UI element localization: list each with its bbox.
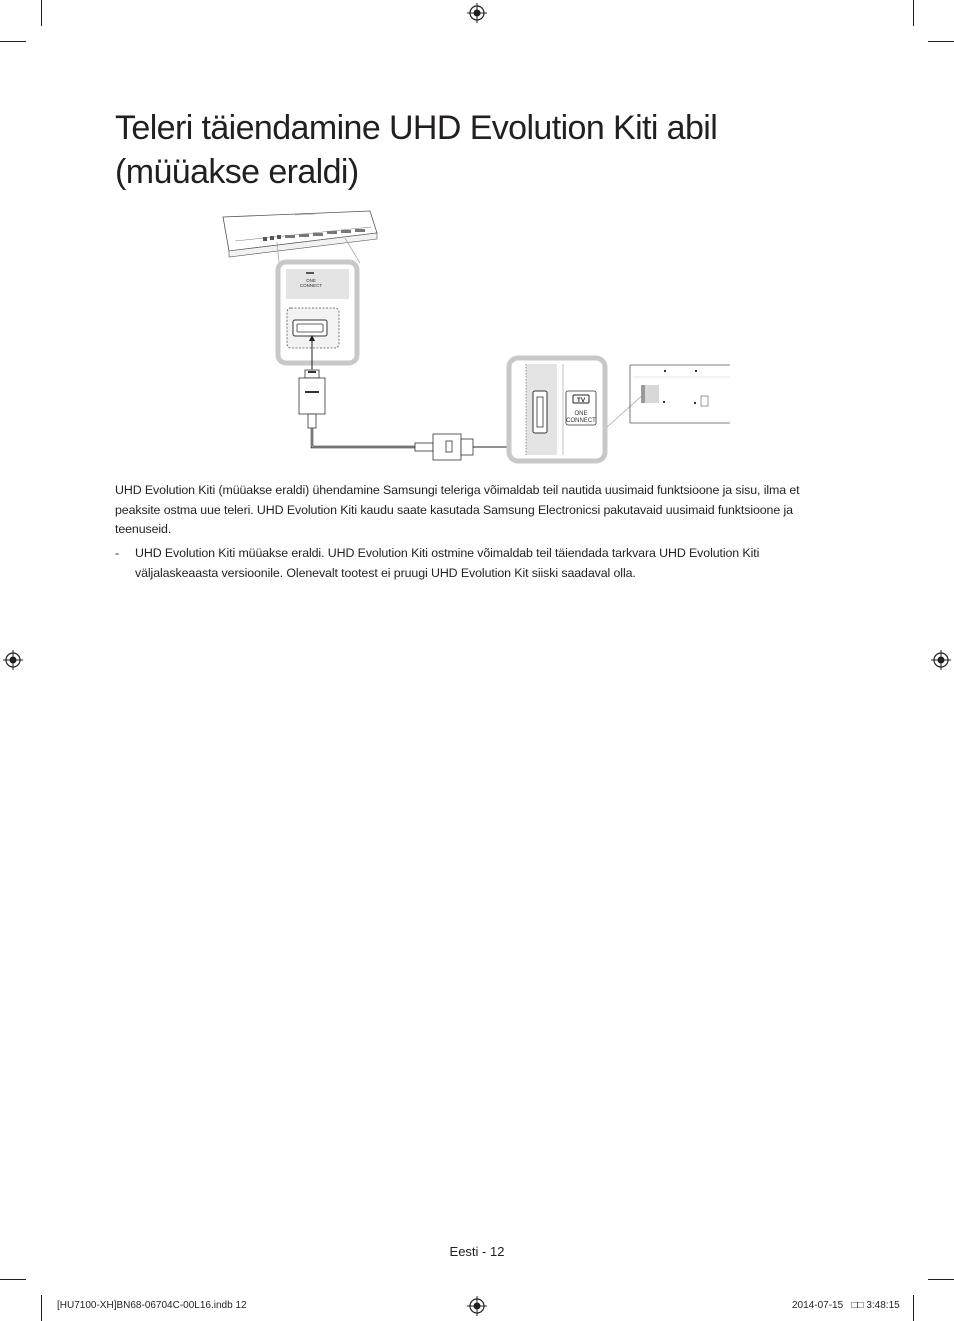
crop-mark [913, 0, 914, 26]
kit-port-label: ONE [306, 278, 316, 283]
tv-port-callout [509, 358, 605, 461]
cable-connector [299, 370, 325, 428]
crop-mark [41, 1295, 42, 1321]
registration-mark-icon [467, 1296, 487, 1316]
connection-diagram [215, 205, 735, 467]
intro-paragraph: UHD Evolution Kiti (müüakse eraldi) ühendamine Samsungi teleriga võimaldab teil nautida uusimaid funktsioone ja sisu, ilma et peaksite ostma uue teleri. UHD Evolution Kiti kaudu saate kasutada Samsung Electronicsi pakutavaid uusimaid funktsioone ja teenuseid. [115, 483, 800, 536]
note-text: UHD Evolution Kiti müüakse eraldi. UHD Evolution Kiti ostmine võimaldab teil täiendada tarkvara UHD Evolution Kiti väljalaskeaasta versioonile. Olenevalt tootest ei pruugi UHD Evolution Kit siiski saadaval olla. [135, 546, 760, 580]
tv-port-label: CONNECT [566, 418, 596, 424]
kit-port-callout [278, 262, 357, 363]
print-slug-right: 2014-07-15 □□ 3:48:15 [792, 1300, 900, 1311]
crop-mark [928, 1279, 954, 1280]
crop-mark [928, 41, 954, 42]
crop-mark [913, 1295, 914, 1321]
page-title [115, 106, 717, 194]
crop-mark [41, 0, 42, 26]
note-dash: - [115, 546, 120, 560]
evolution-kit-device [223, 211, 377, 257]
registration-mark-icon [931, 650, 951, 670]
crop-mark [0, 1279, 26, 1280]
page-title-line: Teleri täiendamine UHD Evolution Kiti abil [115, 109, 718, 147]
registration-mark-icon [467, 3, 487, 23]
page-number: Eesti - 12 [449, 1244, 505, 1259]
tv-port-label: ONE [574, 411, 588, 417]
tv-badge: TV [576, 397, 586, 404]
kit-port-label: CONNECT [299, 283, 323, 288]
print-slug-left: [HU7100-XH]BN68-06704C-00L16.indb 12 [57, 1300, 247, 1311]
tv-back-panel [630, 365, 730, 423]
page-title-line: (müüakse eraldi) [115, 153, 359, 191]
note-item [115, 544, 837, 583]
cable-connector [415, 434, 473, 460]
crop-mark [0, 41, 26, 42]
registration-mark-icon [3, 650, 23, 670]
